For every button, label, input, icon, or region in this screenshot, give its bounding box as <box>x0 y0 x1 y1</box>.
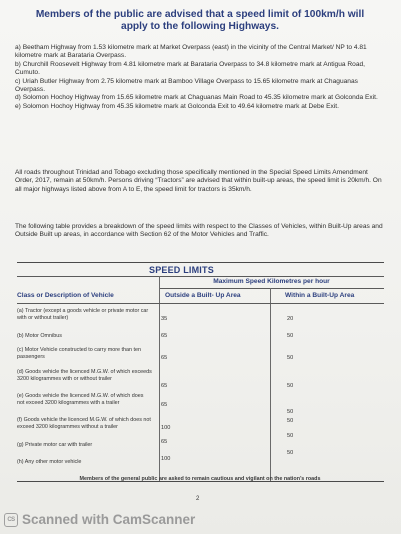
table-row-label: (b) Motor Omnibus <box>17 333 62 339</box>
table-row-label: (d) Goods vehicle the licenced M.G.W. of which exceeds 3200 kilogrammes with or without trailer <box>17 369 152 382</box>
table-divider <box>17 276 384 277</box>
roads-paragraph: All roads throughout Trinidad and Tobago excluding those specifically mentioned in the Special Speed Limits Amendment Order, 2017, remain at 50km/h. Persons driving “Tractors” are advised that within built-up areas, the speed limit is 20km/h. On all major highways listed above from A to E, the speed limit for tractors is 35km/h. <box>15 169 382 193</box>
table-row-label: (e) Goods vehicle the licenced M.G.W. of which does not exceed 3200 kilogrammes with a trailer <box>17 393 144 406</box>
table-subheader: Maximum Speed Kilometres per hour <box>213 278 330 285</box>
table-divider <box>159 288 384 289</box>
camscanner-watermark <box>4 512 195 527</box>
table-row-label: (h) Any other motor vehicle <box>17 459 82 465</box>
table-cell-within: 50 <box>287 409 294 415</box>
table-cell-within: 50 <box>287 418 294 424</box>
highway-item: c) Uriah Butler Highway from 2.75 kilometre mark at Bamboo Village Overpass to 15.65 kilometre mark at Chaguanas Overpass. <box>15 77 358 94</box>
column-header-within: Within a Built-Up Area <box>285 292 355 299</box>
table-cell-outside: 65 <box>161 333 168 339</box>
table-cell-outside: 100 <box>161 456 171 462</box>
table-row-label: (c) Motor Vehicle constructed to carry more than ten passengers <box>17 347 142 360</box>
table-cell-within: 20 <box>287 316 294 322</box>
table-cell-outside: 65 <box>161 439 168 445</box>
table-cell-outside: 65 <box>161 402 168 408</box>
column-header-outside: Outside a Built- Up Area <box>165 292 241 299</box>
watermark-text: Scanned with CamScanner <box>22 512 196 527</box>
table-cell-within: 50 <box>287 450 294 456</box>
highway-item: a) Beetham Highway from 1.53 kilometre mark at Market Overpass (east) in the vicinity of the Central Market/ NP to 4.81 kilometre mark at Barataria Overpass. <box>15 44 367 60</box>
table-cell-outside: 35 <box>161 316 168 322</box>
table-row-label: (a) Tractor (except a goods vehicle or private motor car with or without trailer) <box>17 308 149 321</box>
table-row-label: (g) Private motor car with trailer <box>17 442 93 448</box>
table-cell-outside: 65 <box>161 355 168 361</box>
table-row-label: (f) Goods vehicle the licenced M.G.W. of which does not exceed 3200 kilogrammes without a trailer <box>17 417 151 430</box>
column-divider <box>270 288 271 481</box>
highway-item: b) Churchill Roosevelt Highway from 4.81 kilometre mark at Barataria Overpass to 34.8 kilometre mark at Antigua Road, Cumuto. <box>15 60 365 77</box>
table-intro-paragraph: The following table provides a breakdown of the speed limits with respect to the Classes of Vehicles, within Built-Up areas and Outside Built up areas, in accordance with Section 62 of the Motor Vehicles and Traffic. <box>15 223 383 239</box>
table-cell-outside: 65 <box>161 383 168 389</box>
footer-note: Members of the general public are asked to remain cautious and vigilant on the nation’s roads <box>79 476 321 482</box>
table-cell-within: 50 <box>287 383 294 389</box>
speed-limits-table <box>17 262 384 482</box>
table-title: SPEED LIMITS <box>149 265 214 275</box>
table-cell-within: 50 <box>287 333 294 339</box>
table-cell-outside: 100 <box>161 425 171 431</box>
highway-list <box>15 44 387 111</box>
column-header-class: Class or Description of Vehicle <box>17 292 114 299</box>
table-divider <box>17 303 384 304</box>
column-divider <box>159 276 160 481</box>
table-cell-within: 50 <box>287 355 294 361</box>
notice-heading: Members of the public are advised that a speed limit of 100km/h will apply to the following Highways. <box>35 9 365 32</box>
highway-item: e) Solomon Hochoy Highway from 45.35 kilometre mark at Golconda Exit to 49.64 kilometre mark at Debe Exit. <box>15 102 339 110</box>
camscanner-logo-icon: CS <box>4 513 18 527</box>
page-number: 2 <box>196 496 200 502</box>
table-cell-within: 50 <box>287 433 294 439</box>
highway-item: d) Solomon Hochoy Highway from 15.65 kilometre mark at Chaguanas Main Road to 45.35 kilometre mark at Golconda Exit. <box>15 94 378 102</box>
